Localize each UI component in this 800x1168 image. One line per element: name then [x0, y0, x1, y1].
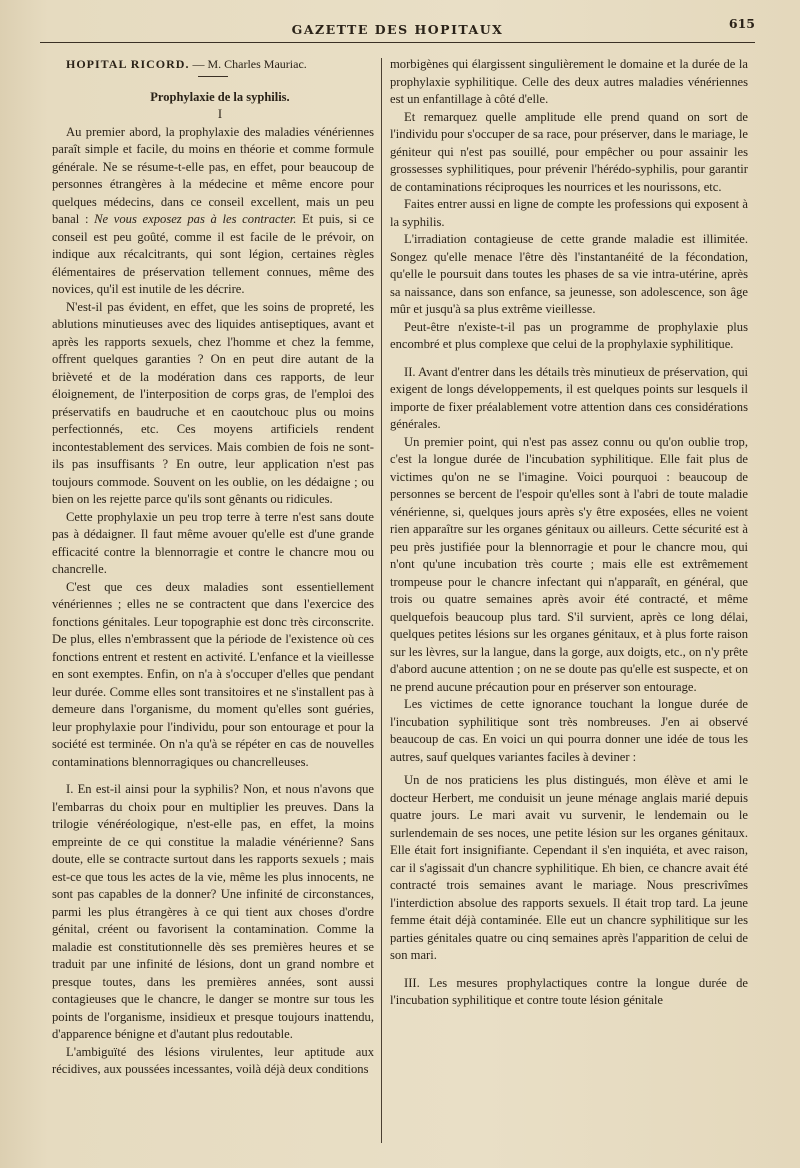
right-paragraph-5: Peut-être n'existe-t-il pas un programme de prophylaxie plus encombré et plus complexe que celui de la prophylaxie syphilitique. — [390, 319, 748, 351]
column-divider — [381, 58, 382, 1143]
left-paragraph-1-text: Au premier abord, la prophylaxie des maladies vénériennes paraît simple et facile, du moins en théorie et comme formule générale. Ne se résume-t-elle pas, en effet, pour beaucoup de personnes étrangères à la médecine et même encore pour quelques médecins, dans ce conseil excellent, mais un peu banal : — [52, 124, 374, 226]
right-paragraph-1: morbigènes qui élargissent singulièrement le domaine et la durée de la prophylaxie syphilitique. Celle des deux autres maladies vénériennes est un enfantillage à côté d'elle. — [390, 57, 748, 106]
left-paragraph-3: Cette prophylaxie un peu trop terre à terre n'est sans doute pas à dédaigner. Il faut même avouer qu'elle est d'une grande efficacité contre la blennorragie et contre le chancre mou ou chancrelle. — [52, 509, 374, 576]
running-header — [40, 14, 755, 43]
hospital-heading — [52, 56, 374, 74]
author-name: — M. Charles Mauriac. — [192, 57, 307, 71]
short-rule — [198, 76, 228, 77]
right-paragraph-3: Faites entrer aussi en ligne de compte les professions qui exposent à la syphilis. — [390, 197, 748, 229]
article-subtitle: Prophylaxie de la syphilis. — [150, 89, 290, 104]
left-paragraph-6: L'ambiguïté des lésions virulentes, leur aptitude aux récidives, aux poussées incessantes, voilà déjà deux conditions — [52, 1044, 374, 1076]
left-column — [52, 56, 374, 1079]
right-column — [390, 56, 748, 1010]
right-paragraph-8: Les victimes de cette ignorance touchant la longue durée de l'incubation syphilitique sont très nombreuses. J'en ai observé beaucoup de cas. En voici un qui pourra donner une idée de tous les autres, sauf quelques variantes faciles à deviner : — [390, 697, 748, 764]
right-paragraph-9: Un de nos praticiens les plus distingués, mon élève et ami le docteur Herbert, me conduisit un jeune ménage anglais marié depuis quatre jours. Le mari avait vu survenir, le lendemain ou le surlendemain de ses noces, une petite lésion sur les organes génitaux. Elle était fort insignifiante. Cependant il s'en inquiéta, et avec raison, car il s'agissait d'un chancre syphilitique. Eh bien, ce chancre avait été contracté trois semaines avant le mariage. Nous prescrivîmes l'interdiction absolue des rapports sexuels. Il était trop tard. La jeune femme était déjà contaminée. Elle eut un chancre syphilitique sur les parties génitales quatre ou cinq semaines après l'apparition de celui de son mari. — [390, 773, 748, 962]
right-paragraph-4: L'irradiation contagieuse de cette grande maladie est illimitée. Songez qu'elle menace l'être dès l'instantanéité de la fécondation, qu'elle le poursuit dans toutes les phases de sa vie intra-utérine, après sa naissance, dans son enfance, sa jeunesse, son adolescence, son âge mûr et jusqu'à sa plus extrême vieillesse. — [390, 232, 748, 316]
left-paragraph-2: N'est-il pas évident, en effet, que les soins de propreté, les ablutions minutieuses avec des liquides antiseptiques, avant et après les rapports sexuels, chez l'homme et chez la femme, offrent quelques garanties ? On en peut dire autant de la brièveté et de la modération dans ces rapports, de leur éloignement, de l'interposition de corps gras, de l'emploi des préservatifs en baudruche et en caoutchouc plus ou moins perfectionnés, etc. Ces moyens artificiels rendent incontestablement des services. Mais combien de fois ne sont-ils pas insuffisants ? En outre, leur application n'est pas toujours commode. Souvent on les oublie, on les dédaigne ; ou bien on les rejette parce qu'ils sont gênants ou ridicules. — [52, 299, 374, 506]
right-paragraph-6: II. Avant d'entrer dans les détails très minutieux de préservation, qui exigent de longs développements, il est quelques points sur lesquels il importe de fixer préalablement votre attention dans ces considérations générales. — [390, 364, 748, 431]
left-paragraph-4: C'est que ces deux maladies sont essentiellement vénériennes ; elles ne se contractent que dans l'exercice des fonctions génitales. Leur topographie est donc très circonscrite. De plus, elles n'embrassent que la période de l'existence où ces fonctions entrent et restent en activité. L'enfance et la vieillesse en sont exemptes. Enfin, on n'a à s'occuper d'elles que pendant leur durée. Comme elles sont transitoires et ne s'installent pas à demeure dans l'organisme, du moment qu'elles sont guéries, leur prophylaxie pour l'individu, pour son entourage et pour la société est terminée. On n'a qu'à se répéter en cas de nouvelles contaminations blennorragiques ou chancrelleuses. — [52, 579, 374, 769]
left-paragraph-1 — [52, 124, 374, 299]
left-paragraph-5: I. En est-il ainsi pour la syphilis? Non, et nous n'avons que l'embarras du choix pour en multiplier les preuves. Dans la trilogie vénéréologique, n'est-elle pas, en effet, la moins empreinte de ce qui constitue la maladie vénérienne? Sans doute, elle se contracte surtout dans les rapports sexuels ; mais est-ce que tous les actes de la vie, même les plus innocents, ne sont pas capables de la donner? Une infinité de circonstances, parmi les plus étrangères à ce qui tient aux choses d'ordre génital, créent ou favorisent la contamination. Comme la maladie est constitutionnelle dès ses premières heures et se traduit par une infinité de lésions, dont un grand nombre et presque toutes, dans les premières années, sont aussi contagieuses que le chancre, le danger se montre sur tous les points de l'organisme, insidieux et presque toujours inattendu, d'apparence bénigne et d'autant plus redoutable. — [52, 782, 374, 1041]
spacer — [52, 771, 374, 781]
right-paragraph-10: III. Les mesures prophylactiques contre la longue durée de l'incubation syphilitique et contre toute lésion génitale — [390, 975, 748, 1007]
page-number: 615 — [728, 16, 755, 31]
spacer — [390, 965, 748, 975]
right-paragraph-7: Un premier point, qui n'est pas assez connu ou qu'on oublie trop, c'est la longue durée de l'incubation syphilitique. Elle fait plus de victimes qu'on ne se l'imagine. Voici pourquoi : beaucoup de personnes se bercent de l'espoir qu'elles sont à l'abri de toute maladie vénérienne, si, quelques jours après s'y être exposées, elles ne voient rien apparaître sur les organes génitaux ou ailleurs. Cette sécurité est à peu près justifiée pour la blennorragie et pour le chancre mou, qui n'ont qu'une incubation très courte ; mais elle est extrêmement trompeuse pour le chancre infectant qui n'apparaît, en général, que trois ou quatre semaines après avoir été contracté, et même quelquefois beaucoup plus tard. S'il survient, après ce long délai, quelques petites lésions sur les organes génitaux, et à plus forte raison sur les lèvres, sur la langue, dans la gorge, aux doigts, etc., on n'y prête d'abord aucune attention ; on ne se doute pas qu'elle est suspecte, et on ne prend aucune précaution pour en préserver son entourage. — [390, 434, 748, 694]
right-paragraph-2: Et remarquez quelle amplitude elle prend quand on sort de l'individu pour s'occuper de sa race, pour préserver, dans le mariage, le géniteur qui n'est pas souillé, pour empêcher ou pour assainir les grossesses syphilitiques, pour prévenir l'hérédo-syphilis, pour garantir de contaminations réciproques les nourrices et les nourissons, etc. — [390, 109, 748, 194]
italic-advice: Ne vous exposez pas à les contracter. — [94, 212, 297, 226]
running-title: GAZETTE DES HOPITAUX — [291, 22, 504, 37]
section-number: I — [217, 107, 223, 121]
left-paragraph-1-text-end: Et puis, si ce conseil est peu goûté, comme il est facile de le prévoir, on indique aux récalcitrants, qui sont légion, certaines règles élémentaires de préservation tellement connues, même des novices, qu'il est inutile de les décrire. — [52, 212, 374, 296]
spacer — [390, 354, 748, 364]
hospital-name: HOPITAL RICORD. — [66, 57, 190, 71]
